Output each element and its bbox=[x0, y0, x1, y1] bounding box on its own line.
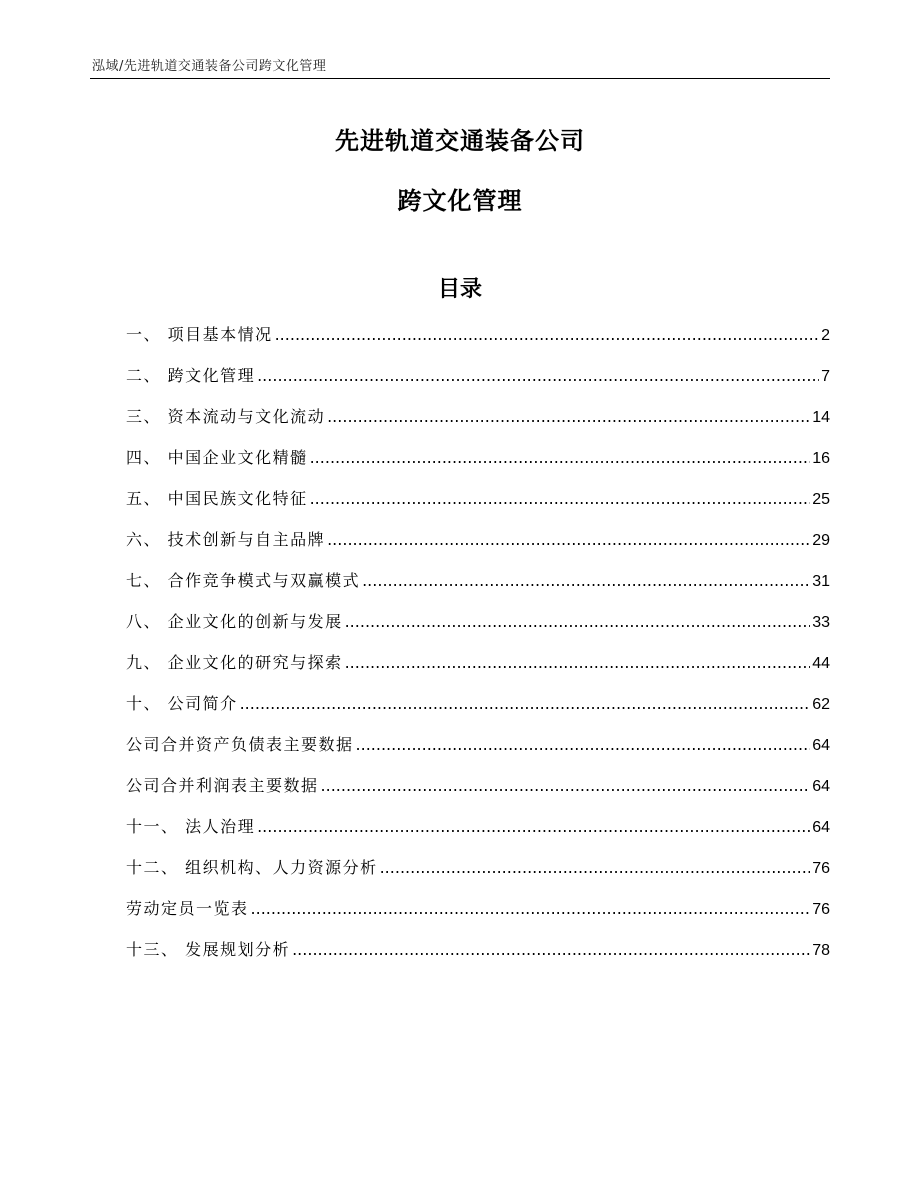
toc-entry-page: 14 bbox=[812, 409, 830, 426]
toc-entry[interactable] bbox=[126, 937, 830, 978]
toc-entry-page: 7 bbox=[821, 368, 830, 385]
toc-leader-dots bbox=[345, 653, 811, 672]
toc-entry[interactable] bbox=[126, 773, 830, 814]
toc-leader-dots bbox=[257, 817, 810, 836]
toc-leader-dots bbox=[362, 571, 810, 590]
toc-leader-dots bbox=[327, 407, 810, 426]
toc-entry-label: 四、 中国企业文化精髓 bbox=[126, 448, 308, 467]
document-title-subject: 跨文化管理 bbox=[397, 187, 523, 215]
toc-leader-dots bbox=[380, 858, 811, 877]
document-title-company: 先进轨道交通装备公司 bbox=[335, 127, 585, 155]
toc-entry-label: 六、 技术创新与自主品牌 bbox=[126, 530, 326, 549]
toc-entry-label: 公司合并利润表主要数据 bbox=[126, 776, 319, 795]
toc-entry-label: 二、 跨文化管理 bbox=[126, 366, 256, 385]
toc-leader-dots bbox=[292, 940, 810, 959]
toc-entry-page: 33 bbox=[812, 614, 830, 631]
toc-entry-label: 十三、 发展规划分析 bbox=[126, 940, 291, 959]
toc-leader-dots bbox=[251, 899, 811, 918]
toc-entry-label: 七、 合作竞争模式与双赢模式 bbox=[126, 571, 361, 590]
running-header: 泓域/先进轨道交通装备公司跨文化管理 bbox=[92, 59, 327, 74]
toc-entry[interactable] bbox=[126, 363, 830, 404]
toc-entry-label: 五、 中国民族文化特征 bbox=[126, 489, 308, 508]
toc-entry-page: 76 bbox=[812, 901, 830, 918]
toc-entry[interactable] bbox=[126, 732, 830, 773]
toc-entry[interactable] bbox=[126, 404, 830, 445]
toc-entry-label: 十、 公司简介 bbox=[126, 694, 238, 713]
toc-entry-page: 78 bbox=[812, 942, 830, 959]
toc-entry-label: 九、 企业文化的研究与探索 bbox=[126, 653, 343, 672]
toc-entry[interactable] bbox=[126, 609, 830, 650]
toc-entry-page: 31 bbox=[812, 573, 830, 590]
toc-entry-page: 25 bbox=[812, 491, 830, 508]
toc-leader-dots bbox=[356, 735, 811, 754]
toc-entry-label: 八、 企业文化的创新与发展 bbox=[126, 612, 343, 631]
toc-entry-page: 76 bbox=[812, 860, 830, 877]
toc-leader-dots bbox=[327, 530, 810, 549]
toc-entry[interactable] bbox=[126, 650, 830, 691]
toc-heading: 目录 bbox=[437, 277, 482, 302]
toc-leader-dots bbox=[240, 694, 811, 713]
toc-entry-page: 29 bbox=[812, 532, 830, 549]
toc-entry-label: 一、 项目基本情况 bbox=[126, 325, 273, 344]
toc-entry-page: 62 bbox=[812, 696, 830, 713]
toc-entry[interactable] bbox=[126, 896, 830, 937]
toc-entry[interactable] bbox=[126, 527, 830, 568]
toc-leader-dots bbox=[275, 325, 820, 344]
toc-leader-dots bbox=[257, 366, 819, 385]
toc-entry[interactable] bbox=[126, 445, 830, 486]
toc-entry-page: 64 bbox=[812, 819, 830, 836]
toc-entry-page: 64 bbox=[812, 737, 830, 754]
toc-entry[interactable] bbox=[126, 568, 830, 609]
header-rule bbox=[90, 78, 830, 79]
toc-leader-dots bbox=[345, 612, 811, 631]
toc-entry[interactable] bbox=[126, 855, 830, 896]
toc-entry[interactable] bbox=[126, 486, 830, 527]
toc-entry-page: 2 bbox=[821, 327, 830, 344]
table-of-contents bbox=[126, 322, 830, 978]
toc-entry[interactable] bbox=[126, 814, 830, 855]
toc-entry-page: 44 bbox=[812, 655, 830, 672]
toc-leader-dots bbox=[321, 776, 811, 795]
toc-entry-label: 公司合并资产负债表主要数据 bbox=[126, 735, 354, 754]
toc-leader-dots bbox=[310, 489, 811, 508]
toc-entry-label: 劳动定员一览表 bbox=[126, 899, 249, 918]
toc-entry[interactable] bbox=[126, 322, 830, 363]
toc-entry-page: 16 bbox=[812, 450, 830, 467]
toc-leader-dots bbox=[310, 448, 811, 467]
toc-entry[interactable] bbox=[126, 691, 830, 732]
toc-entry-label: 十二、 组织机构、人力资源分析 bbox=[126, 858, 378, 877]
toc-entry-page: 64 bbox=[812, 778, 830, 795]
toc-entry-label: 十一、 法人治理 bbox=[126, 817, 256, 836]
toc-entry-label: 三、 资本流动与文化流动 bbox=[126, 407, 326, 426]
